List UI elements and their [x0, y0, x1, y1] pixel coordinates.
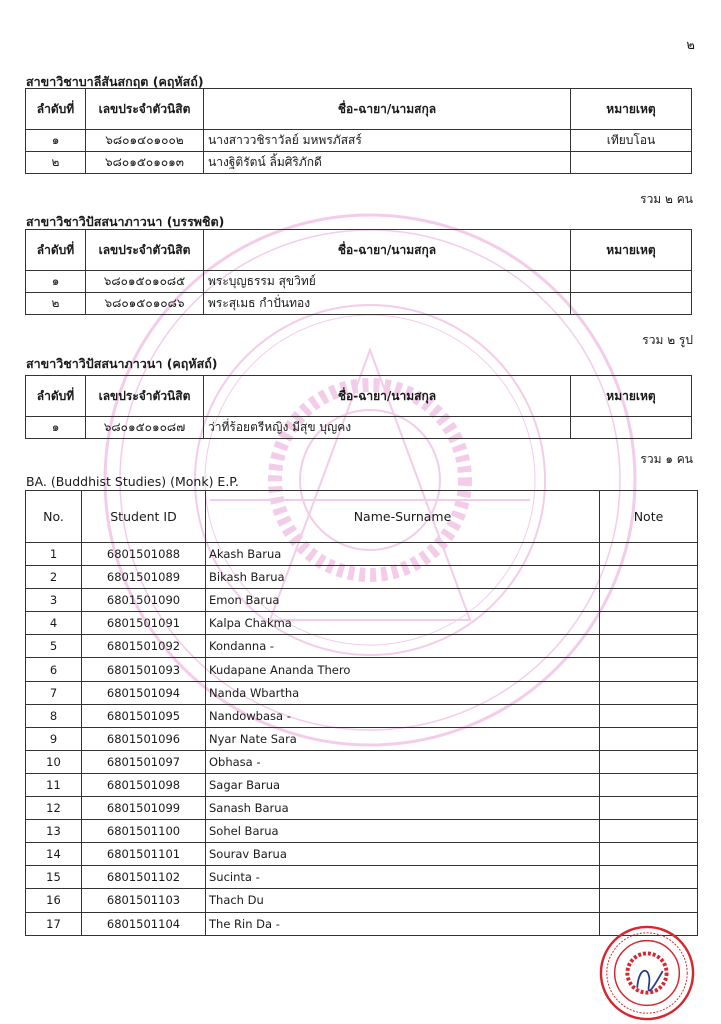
table-row [26, 773, 698, 796]
table-row [26, 912, 698, 935]
row-name: Kalpa Chakma [206, 612, 600, 635]
row-note [600, 750, 698, 773]
row-student-id: 6801501092 [82, 635, 206, 658]
row-student-id: ๖๘๐๑๕๐๑๐๘๖ [86, 293, 204, 315]
row-student-id: 6801501090 [82, 589, 206, 612]
section-title-english: BA. (Buddhist Studies) (Monk) E.P. [26, 474, 239, 489]
col-header-note: Note [600, 491, 698, 543]
table-row [26, 658, 698, 681]
row-name: Sagar Barua [206, 773, 600, 796]
col-header-name: ชื่อ-ฉายา/นามสกุล [204, 89, 571, 130]
table-row [26, 727, 698, 750]
row-note [600, 843, 698, 866]
row-no: 13 [26, 820, 82, 843]
col-header-no: ลำดับที่ [26, 89, 86, 130]
row-no: 15 [26, 866, 82, 889]
row-note [571, 152, 692, 174]
col-header-no: ลำดับที่ [26, 376, 86, 417]
row-no: ๑ [26, 417, 86, 439]
table-row [26, 417, 692, 439]
table-row [26, 797, 698, 820]
row-note [600, 612, 698, 635]
row-no: 16 [26, 889, 82, 912]
official-stamp [598, 924, 696, 1022]
section-title-vipassana-lay: สาขาวิชาวิปัสสนาภาวนา (คฤหัสถ์) [26, 356, 218, 371]
row-student-id: 6801501102 [82, 866, 206, 889]
row-name: ว่าที่ร้อยตรีหญิง มีสุข บุญคง [204, 417, 571, 439]
table-row [26, 612, 698, 635]
row-student-id: ๖๘๐๑๔๐๑๐๐๒ [86, 130, 204, 152]
section-title-vipassana-monk: สาขาวิชาวิปัสสนาภาวนา (บรรพชิต) [26, 214, 225, 229]
row-student-id: ๖๘๐๑๕๐๑๐๘๗ [86, 417, 204, 439]
row-student-id: 6801501104 [82, 912, 206, 935]
table-vipassana-monk [25, 229, 692, 315]
col-header-name: ชื่อ-ฉายา/นามสกุล [204, 230, 571, 271]
col-header-note: หมายเหตุ [571, 230, 692, 271]
row-student-id: 6801501101 [82, 843, 206, 866]
page-number: ๒ [686, 38, 695, 53]
row-no: 12 [26, 797, 82, 820]
table-row [26, 889, 698, 912]
row-name: Kudapane Ananda Thero [206, 658, 600, 681]
row-name: Sanash Barua [206, 797, 600, 820]
row-name: Nandowbasa - [206, 704, 600, 727]
row-note [571, 271, 692, 293]
row-note [600, 543, 698, 566]
row-no: 9 [26, 727, 82, 750]
row-name: Sourav Barua [206, 843, 600, 866]
row-name: Thach Du [206, 889, 600, 912]
row-student-id: 6801501099 [82, 797, 206, 820]
row-note [600, 797, 698, 820]
row-student-id: 6801501093 [82, 658, 206, 681]
row-no: 14 [26, 843, 82, 866]
col-header-note: หมายเหตุ [571, 376, 692, 417]
row-no: 11 [26, 773, 82, 796]
table-row [26, 866, 698, 889]
row-name: Sucinta - [206, 866, 600, 889]
row-note [600, 566, 698, 589]
row-name: Obhasa - [206, 750, 600, 773]
row-no: ๒ [26, 293, 86, 315]
row-note [600, 820, 698, 843]
row-name: Bikash Barua [206, 566, 600, 589]
table-row [26, 543, 698, 566]
row-note [600, 727, 698, 750]
row-note: เทียบโอน [571, 130, 692, 152]
row-student-id: ๖๘๐๑๕๐๑๐๘๕ [86, 271, 204, 293]
table-row [26, 820, 698, 843]
col-header-id: เลขประจำตัวนิสิต [86, 376, 204, 417]
table-row [26, 271, 692, 293]
row-student-id: 6801501088 [82, 543, 206, 566]
col-header-no: No. [26, 491, 82, 543]
row-student-id: 6801501100 [82, 820, 206, 843]
section-title-pali: สาขาวิชาบาลีสันสกฤต (คฤหัสถ์) [26, 74, 204, 89]
row-student-id: 6801501103 [82, 889, 206, 912]
row-student-id: 6801501094 [82, 681, 206, 704]
row-name: Nyar Nate Sara [206, 727, 600, 750]
table-row [26, 704, 698, 727]
table-english [25, 490, 698, 936]
col-header-student-id: Student ID [82, 491, 206, 543]
row-student-id: 6801501095 [82, 704, 206, 727]
col-header-name-surname: Name-Surname [206, 491, 600, 543]
row-name: Emon Barua [206, 589, 600, 612]
row-student-id: ๖๘๐๑๕๐๑๐๑๓ [86, 152, 204, 174]
table-row [26, 750, 698, 773]
section-total: รวม ๒ คน [640, 192, 693, 206]
row-note [600, 704, 698, 727]
row-no: 10 [26, 750, 82, 773]
table-row [26, 843, 698, 866]
col-header-id: เลขประจำตัวนิสิต [86, 89, 204, 130]
row-name: Kondanna - [206, 635, 600, 658]
table-row [26, 681, 698, 704]
table-row [26, 589, 698, 612]
row-no: 5 [26, 635, 82, 658]
col-header-note: หมายเหตุ [571, 89, 692, 130]
table-pali [25, 88, 692, 174]
row-no: 8 [26, 704, 82, 727]
row-name: นางสาววชิราวัลย์ มหพรภัสสร์ [204, 130, 571, 152]
row-note [600, 773, 698, 796]
table-row [26, 152, 692, 174]
table-row [26, 566, 698, 589]
row-name: Nanda Wbartha [206, 681, 600, 704]
row-name: Akash Barua [206, 543, 600, 566]
row-note [600, 635, 698, 658]
row-student-id: 6801501097 [82, 750, 206, 773]
table-row [26, 293, 692, 315]
row-no: ๑ [26, 130, 86, 152]
row-no: 6 [26, 658, 82, 681]
row-note [600, 889, 698, 912]
row-note [600, 589, 698, 612]
row-student-id: 6801501091 [82, 612, 206, 635]
row-name: The Rin Da - [206, 912, 600, 935]
row-student-id: 6801501096 [82, 727, 206, 750]
row-no: 17 [26, 912, 82, 935]
table-vipassana-lay [25, 375, 692, 439]
table-row [26, 130, 692, 152]
table-row [26, 635, 698, 658]
row-no: 1 [26, 543, 82, 566]
section-total: รวม ๑ คน [640, 452, 693, 466]
row-name: พระสุเมธ กำปั่นทอง [204, 293, 571, 315]
row-note [571, 417, 692, 439]
col-header-id: เลขประจำตัวนิสิต [86, 230, 204, 271]
col-header-no: ลำดับที่ [26, 230, 86, 271]
col-header-name: ชื่อ-ฉายา/นามสกุล [204, 376, 571, 417]
row-note [600, 658, 698, 681]
row-student-id: 6801501098 [82, 773, 206, 796]
row-no: 3 [26, 589, 82, 612]
row-no: 4 [26, 612, 82, 635]
row-student-id: 6801501089 [82, 566, 206, 589]
row-name: Sohel Barua [206, 820, 600, 843]
row-name: นางฐิติรัตน์ ลิ้มศิริภักดี [204, 152, 571, 174]
row-note [571, 293, 692, 315]
section-total: รวม ๒ รูป [642, 333, 693, 347]
row-note [600, 866, 698, 889]
row-no: ๒ [26, 152, 86, 174]
row-note [600, 681, 698, 704]
row-name: พระบุญธรรม สุขวิทย์ [204, 271, 571, 293]
row-no: 7 [26, 681, 82, 704]
row-no: 2 [26, 566, 82, 589]
row-no: ๑ [26, 271, 86, 293]
